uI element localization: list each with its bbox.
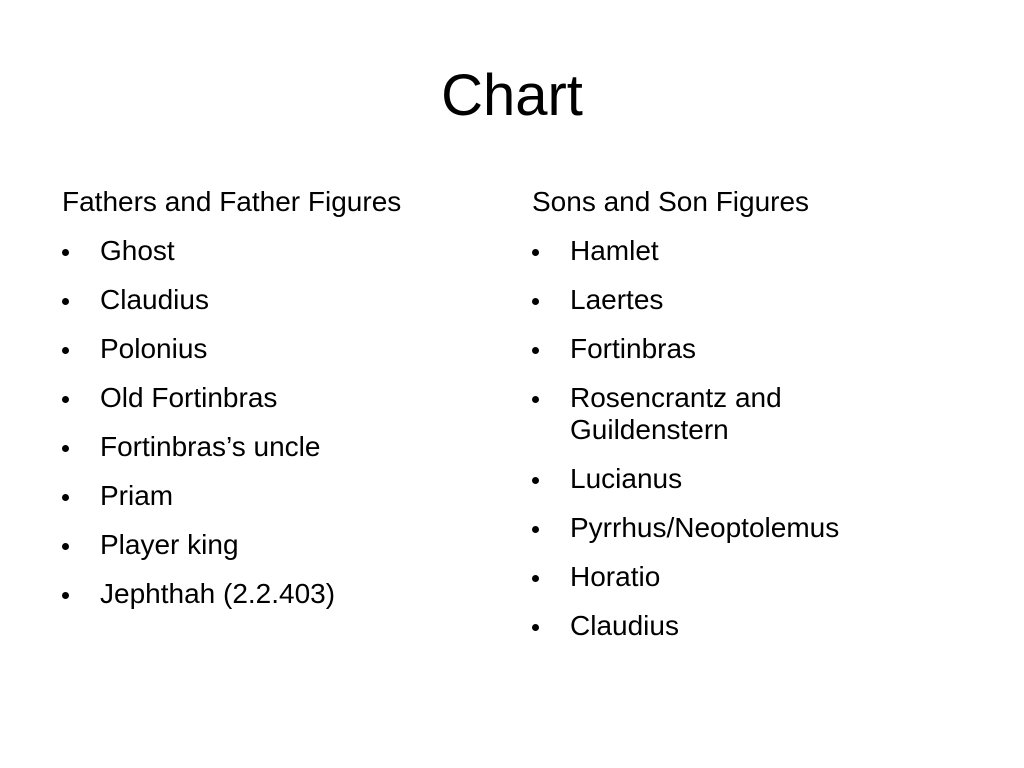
list-item-text: Priam [100, 480, 174, 511]
bullet-icon [62, 543, 69, 550]
bullet-icon [62, 396, 69, 403]
bullet-icon [532, 575, 539, 582]
list-item-text: Claudius [570, 610, 679, 641]
list-item-text: Hamlet [570, 235, 659, 266]
list-item-text: Pyrrhus/Neoptolemus [570, 512, 840, 543]
list-item [532, 382, 972, 446]
bullet-icon [532, 477, 539, 484]
list-item-text: Laertes [570, 284, 664, 315]
bullet-icon [532, 396, 539, 403]
sons-column [532, 186, 972, 659]
list-item [62, 529, 502, 561]
list-item-text: Jephthah (2.2.403) [100, 578, 336, 609]
fathers-list [62, 235, 502, 610]
list-item [62, 333, 502, 365]
list-item-text: Claudius [100, 284, 209, 315]
bullet-icon [62, 445, 69, 452]
bullet-icon [62, 298, 69, 305]
list-item [62, 431, 502, 463]
list-item [62, 480, 502, 512]
fathers-column [62, 186, 502, 627]
list-item [62, 578, 502, 610]
list-item [62, 382, 502, 414]
slide-title: Chart [441, 63, 583, 128]
list-item [532, 610, 972, 642]
list-item-text: Player king [100, 529, 239, 560]
list-item-text: Rosencrantz and Guildenstern [570, 382, 782, 445]
bullet-icon [532, 624, 539, 631]
list-item [62, 284, 502, 316]
list-item-text: Old Fortinbras [100, 382, 278, 413]
bullet-icon [532, 526, 539, 533]
bullet-icon [532, 298, 539, 305]
sons-list [532, 235, 972, 642]
list-item-text: Fortinbras’s uncle [100, 431, 321, 462]
list-item-text: Lucianus [570, 463, 683, 494]
bullet-icon [62, 249, 69, 256]
bullet-icon [62, 592, 69, 599]
sons-heading: Sons and Son Figures [532, 186, 810, 217]
bullet-icon [62, 494, 69, 501]
list-item [532, 561, 972, 593]
bullet-icon [532, 347, 539, 354]
list-item [532, 284, 972, 316]
list-item-text: Ghost [100, 235, 175, 266]
list-item-text: Fortinbras [570, 333, 697, 364]
list-item [62, 235, 502, 267]
list-item-text: Horatio [570, 561, 661, 592]
list-item [532, 463, 972, 495]
list-item [532, 235, 972, 267]
fathers-heading: Fathers and Father Figures [62, 186, 402, 217]
bullet-icon [62, 347, 69, 354]
list-item [532, 512, 972, 544]
bullet-icon [532, 249, 539, 256]
list-item [532, 333, 972, 365]
list-item-text: Polonius [100, 333, 208, 364]
